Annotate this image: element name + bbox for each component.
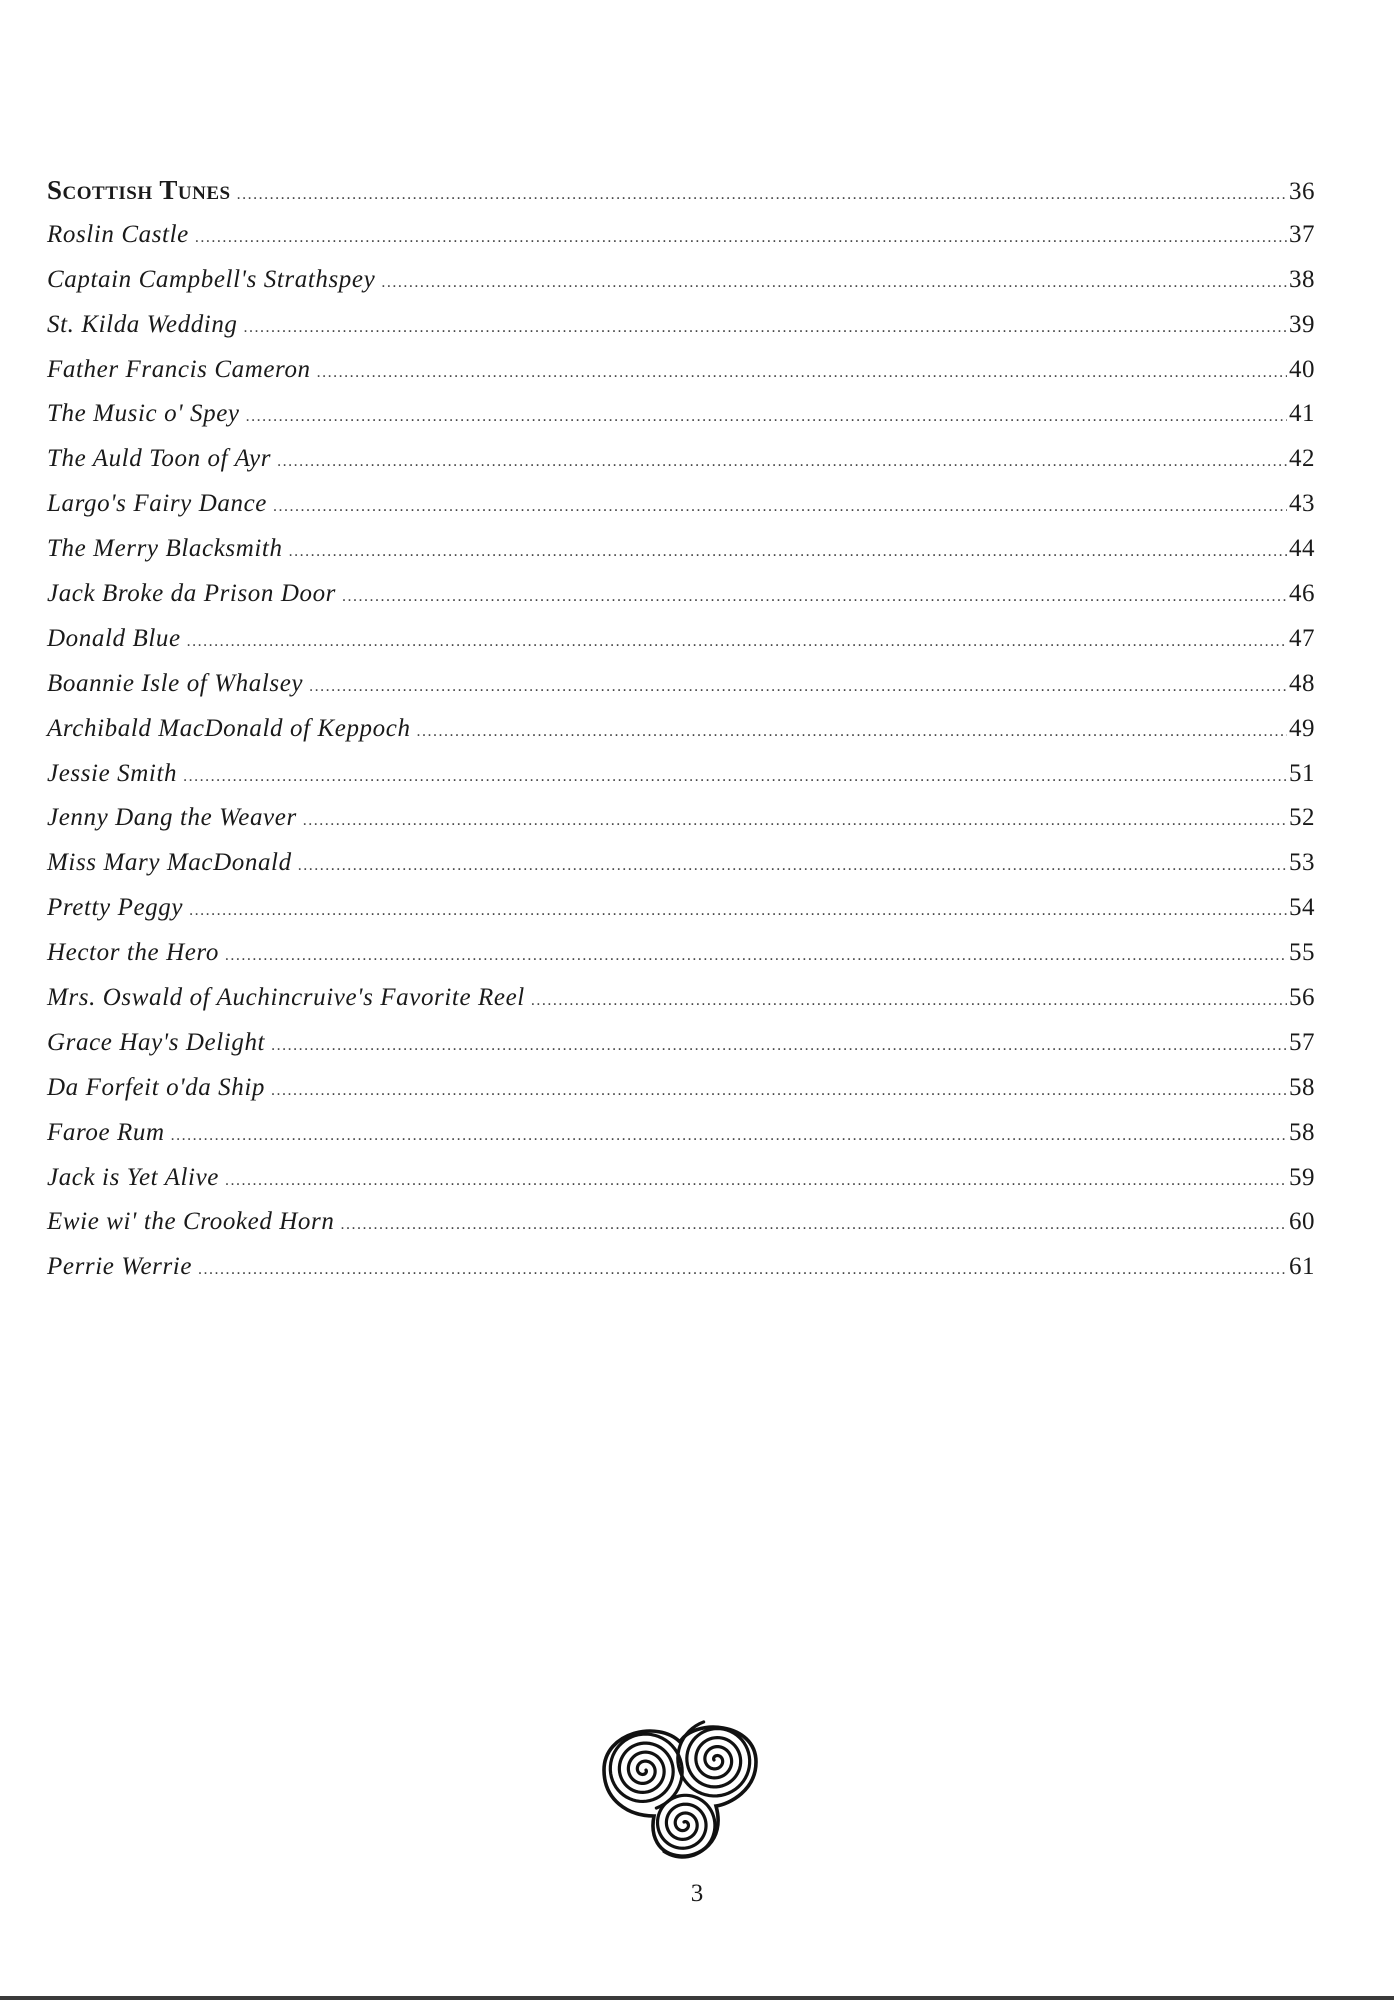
entry-title: Roslin Castle <box>47 220 189 248</box>
entry-title: Perrie Werrie <box>47 1253 193 1281</box>
dot-leader <box>271 1024 1287 1069</box>
entry-title: Ewie wi' the Crooked Horn <box>47 1208 335 1236</box>
entry-title: Father Francis Cameron <box>47 355 311 383</box>
toc-entry[interactable] <box>47 572 1315 617</box>
entry-page-number: 54 <box>1289 894 1315 922</box>
dot-leader <box>246 395 1287 440</box>
section-title: Scottish Tunes <box>47 175 231 205</box>
toc-entry[interactable] <box>47 1111 1315 1156</box>
entry-title: Miss Mary MacDonald <box>47 849 292 877</box>
entry-title: Jack Broke da Prison Door <box>47 580 337 608</box>
table-of-contents <box>47 168 1315 1290</box>
entry-title: Jessie Smith <box>47 759 178 787</box>
dot-leader <box>309 665 1287 710</box>
toc-entry[interactable] <box>47 886 1315 931</box>
entry-title: Boannie Isle of Whalsey <box>47 669 304 697</box>
toc-entry[interactable] <box>47 796 1315 841</box>
entry-title: Da Forfeit o'da Ship <box>47 1073 266 1101</box>
entry-title: Largo's Fairy Dance <box>47 490 267 518</box>
dot-leader <box>273 485 1287 530</box>
entry-page-number: 37 <box>1289 220 1315 248</box>
dot-leader <box>225 1159 1287 1204</box>
entry-title: Mrs. Oswald of Auchincruive's Favorite Reel <box>47 984 525 1012</box>
entry-title: Jenny Dang the Weaver <box>47 804 297 832</box>
dot-leader <box>277 440 1287 485</box>
entry-title: Grace Hay's Delight <box>47 1028 266 1056</box>
dot-leader <box>189 889 1287 934</box>
entry-page-number: 47 <box>1289 624 1315 652</box>
entry-title: Faroe Rum <box>47 1118 165 1146</box>
entry-title: Donald Blue <box>47 624 181 652</box>
toc-entry[interactable] <box>47 752 1315 797</box>
entry-title: Pretty Peggy <box>47 894 184 922</box>
entry-page-number: 59 <box>1289 1163 1315 1191</box>
entry-page-number: 55 <box>1289 939 1315 967</box>
toc-entry[interactable] <box>47 303 1315 348</box>
dot-leader <box>317 351 1287 396</box>
toc-entry[interactable] <box>47 527 1315 572</box>
dot-leader <box>187 620 1287 665</box>
dot-leader <box>225 934 1287 979</box>
entry-title: The Merry Blacksmith <box>47 535 283 563</box>
entry-page-number: 42 <box>1289 445 1315 473</box>
entry-page-number: 38 <box>1289 265 1315 293</box>
toc-entry[interactable] <box>47 1245 1315 1290</box>
entry-title: Jack is Yet Alive <box>47 1163 219 1191</box>
triskele-spiral-icon <box>598 1712 760 1862</box>
toc-section-heading[interactable] <box>47 168 1315 213</box>
dot-leader <box>198 1248 1287 1293</box>
page-edge <box>0 1996 1394 2000</box>
entry-page-number: 53 <box>1289 849 1315 877</box>
toc-entry[interactable] <box>47 931 1315 976</box>
toc-entry[interactable] <box>47 976 1315 1021</box>
dot-leader <box>340 1203 1287 1248</box>
dot-leader <box>289 530 1287 575</box>
toc-entry[interactable] <box>47 707 1315 752</box>
toc-entry[interactable] <box>47 392 1315 437</box>
toc-entry[interactable] <box>47 1021 1315 1066</box>
dot-leader <box>171 1114 1287 1159</box>
entry-title: St. Kilda Wedding <box>47 310 238 338</box>
entry-page-number: 49 <box>1289 714 1315 742</box>
dot-leader <box>244 306 1287 351</box>
toc-entry[interactable] <box>47 1066 1315 1111</box>
dot-leader <box>531 979 1287 1024</box>
entry-title: Hector the Hero <box>47 939 219 967</box>
toc-entry[interactable] <box>47 482 1315 527</box>
entry-page-number: 46 <box>1289 580 1315 608</box>
toc-entries <box>47 213 1315 1290</box>
entry-page-number: 40 <box>1289 355 1315 383</box>
toc-entry[interactable] <box>47 258 1315 303</box>
dot-leader <box>298 844 1287 889</box>
entry-title: Archibald MacDonald of Keppoch <box>47 714 411 742</box>
entry-title: The Music o' Spey <box>47 400 240 428</box>
entry-page-number: 57 <box>1289 1028 1315 1056</box>
entry-page-number: 51 <box>1289 759 1315 787</box>
toc-entry[interactable] <box>47 1156 1315 1201</box>
entry-page-number: 58 <box>1289 1073 1315 1101</box>
toc-entry[interactable] <box>47 348 1315 393</box>
entry-page-number: 56 <box>1289 984 1315 1012</box>
page-number: 3 <box>690 1880 704 1907</box>
entry-page-number: 60 <box>1289 1208 1315 1236</box>
entry-page-number: 44 <box>1289 535 1315 563</box>
toc-entry[interactable] <box>47 662 1315 707</box>
entry-page-number: 43 <box>1289 490 1315 518</box>
entry-page-number: 58 <box>1289 1118 1315 1146</box>
toc-entry[interactable] <box>47 841 1315 886</box>
toc-entry[interactable] <box>47 617 1315 662</box>
entry-page-number: 39 <box>1289 310 1315 338</box>
dot-leader <box>195 216 1287 261</box>
dot-leader <box>271 1069 1287 1114</box>
toc-entry[interactable] <box>47 1200 1315 1245</box>
dot-leader <box>237 173 1287 218</box>
dot-leader <box>183 755 1287 800</box>
entry-title: Captain Campbell's Strathspey <box>47 265 376 293</box>
dot-leader <box>342 575 1287 620</box>
toc-entry[interactable] <box>47 213 1315 258</box>
entry-page-number: 41 <box>1289 400 1315 428</box>
dot-leader <box>417 710 1287 755</box>
dot-leader <box>381 261 1287 306</box>
entry-page-number: 48 <box>1289 669 1315 697</box>
entry-page-number: 61 <box>1289 1253 1315 1281</box>
entry-page-number: 52 <box>1289 804 1315 832</box>
entry-title: The Auld Toon of Ayr <box>47 445 272 473</box>
section-page-number: 36 <box>1289 178 1315 205</box>
dot-leader <box>303 799 1287 844</box>
toc-entry[interactable] <box>47 437 1315 482</box>
